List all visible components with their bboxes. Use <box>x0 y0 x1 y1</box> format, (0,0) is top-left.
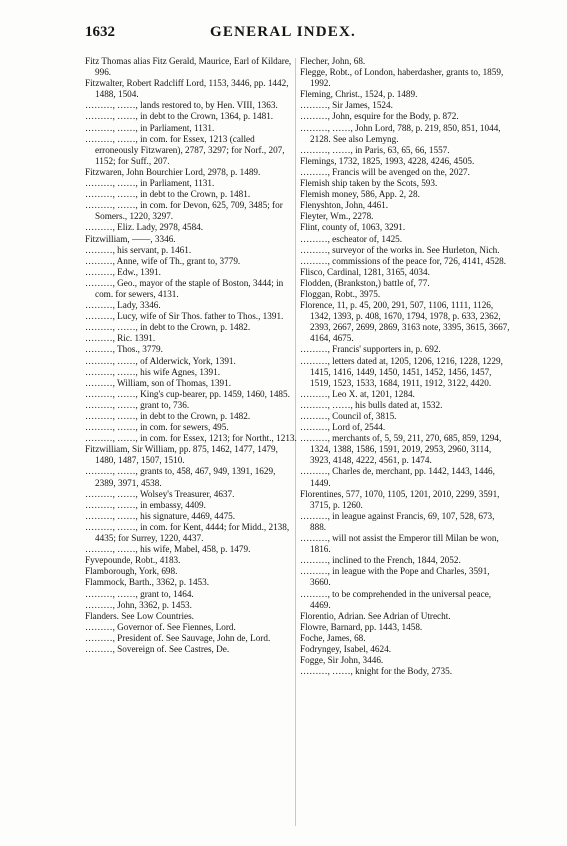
index-entry: ………, Council of, 3815. <box>300 411 397 421</box>
index-entry: ………, ……, lands restored to, by Hen. VIII, 1363. <box>85 100 278 111</box>
index-entry: ………, in league with the Pope and Charles, 3591, 3660. <box>300 566 490 588</box>
index-entry: Floggan, Robt., 3975. <box>300 288 381 299</box>
index-entry: ………, Francis will be avenged on the, 2027. <box>300 166 470 177</box>
index-entry: Florence, 11, p. 45, 200, 291, 507, 1106, 1111, 1126, 1342, 1393, p. 408, 1670, 1794, 1978, p. 633, 2362, 2393, 2667, 2699, 2869, 3163 note, 3395, 3615, 3667, 4164, 4675. <box>300 300 510 344</box>
index-entry: Fyvepounde, Robt., 4183. <box>85 555 181 566</box>
index-entry: ………, ……, his bulls dated at, 1532. <box>300 399 443 410</box>
index-entry: ………, Lucy, wife of Sir Thos. father to Thos., 1391. <box>85 311 284 322</box>
index-entry: ………, letters dated at, 1205, 1206, 1216, 1228, 1229, 1415, 1416, 1449, 1450, 1451, 1452, 1456, 1457, 1519, 1523, 1533, 1684, 1911, 1912, 3122, 4420. <box>300 355 503 388</box>
index-entry: ………, ……, his signature, 4469, 4475. <box>85 510 236 521</box>
index-entry: ………, ……, in Parliament, 1131. <box>85 122 215 133</box>
index-entry: Fitzwaren, John Bourchier Lord, 2978, p. 1489. <box>85 166 261 177</box>
index-entry: Flanders. See Low Countries. <box>85 610 194 621</box>
index-entry: Flint, county of, 1063, 3291. <box>300 222 406 233</box>
index-entry: ………, William, son of Thomas, 1391. <box>85 377 232 388</box>
index-entry: Flowre, Barnard, pp. 1443, 1458. <box>300 621 423 632</box>
index-entry: ………, ……, his wife, Mabel, 458, p. 1479. <box>85 544 251 555</box>
index-entry: ………, ……, in embassy, 4409. <box>85 499 206 510</box>
index-entry: ………, Ric. 1391. <box>85 333 156 344</box>
index-entry: Fleyter, Wm., 2278. <box>300 211 374 222</box>
index-entry: Flamborough, York, 698. <box>85 566 178 577</box>
index-entry: ………, merchants of, 5, 59, 211, 270, 685, 859, 1294, 1324, 1388, 1586, 1591, 2019, 2953, 2960, 3114, 3923, 4148, 4222, 4561, p. 1474. <box>300 433 502 466</box>
index-entry: ………, Charles de, merchant, pp. 1442, 1443, 1446, 1449. <box>300 466 495 488</box>
index-entry: ………, ……, in debt to the Crown, p. 1481. <box>85 189 251 200</box>
index-entry: Flisco, Cardinal, 1281, 3165, 4034. <box>300 266 430 277</box>
index-entry: Flemings, 1732, 1825, 1993, 4228, 4246, 4505. <box>300 155 475 166</box>
index-entry: ………, ……, in debt to the Crown, p. 1482. <box>85 411 251 421</box>
index-entry: ………, ……, knight for the Body, 2735. <box>300 666 453 677</box>
index-entry: ………, ……, King's cup-bearer, pp. 1459, 1460, 1485. <box>85 388 290 399</box>
index-entry: ………, inclined to the French, 1844, 2052. <box>300 555 461 566</box>
index-entry: ………, President of. See Sauvage, John de, Lord. <box>85 632 271 643</box>
index-entry: Flemish money, 586, App. 2, 28. <box>300 189 420 200</box>
index-entry: ………, in league against Francis, 69, 107, 528, 673, 888. <box>300 510 495 532</box>
index-entry: ………, ……, in com. for Essex, 1213; for Northt., 1213. <box>85 433 297 444</box>
right-index-column <box>300 56 512 677</box>
index-entry: Flemish ship taken by the Scots, 593. <box>300 178 438 189</box>
index-entry: ………, Anne, wife of Th., grant to, 3779. <box>85 255 241 266</box>
index-entry: Flammock, Barth., 3362, p. 1453. <box>85 577 210 588</box>
index-entry: Flecher, John, 68. <box>300 56 366 66</box>
index-entry: ………, Leo X. at, 1201, 1284. <box>300 388 415 399</box>
index-entry: Flenyshton, John, 4461. <box>300 200 389 211</box>
left-index-column <box>85 56 297 655</box>
index-entry: ………, Lady, 3346. <box>85 300 161 311</box>
index-entry: ………, ……, in com. for Essex, 1213 (called erroneously Fitzwaren), 2787, 3297; for Norf., 207, 1152; for Suff., 207. <box>85 133 285 166</box>
index-entry: Fodryngey, Isabel, 4624. <box>300 643 392 654</box>
index-entry: ………, surveyor of the works in. See Hurleton, Nich. <box>300 244 500 255</box>
index-entry: ………, ……, in com. for Kent, 4444; for Midd., 2138, 4435; for Surrey, 1220, 4437. <box>85 521 290 544</box>
index-entry: Fitzwalter, Robert Radcliff Lord, 1153, 3446, pp. 1442, 1488, 1504. <box>85 78 289 100</box>
index-entry: Flodden, (Brankston,) battle of, 77. <box>300 277 430 288</box>
page-number: 1632 <box>85 24 115 40</box>
index-entry: ………, John, 3362, p. 1453. <box>85 599 192 610</box>
index-entry: ………, Lord of, 2544. <box>300 422 386 433</box>
index-entry: ………, ……, in Parliament, 1131. <box>85 178 215 189</box>
index-entry: Fleming, Christ., 1524, p. 1489. <box>300 89 418 100</box>
index-entry: ………, Sir James, 1524. <box>300 100 393 111</box>
index-entry: ………, ……, in debt to the Crown, p. 1482. <box>85 322 251 333</box>
index-entry: Fogge, Sir John, 3446. <box>300 655 384 666</box>
page-header <box>85 24 505 46</box>
index-entry: ………, ……, grant to, 736. <box>85 399 190 410</box>
index-entry: ………, ……, in com. for sewers, 495. <box>85 422 229 433</box>
index-entry: Fitz Thomas alias Fitz Gerald, Maurice, Earl of Kildare, 996. <box>85 56 292 78</box>
index-entry: ………, ……, in Paris, 63, 65, 66, 1557. <box>300 144 450 155</box>
index-entry: Flegge, Robt., of London, haberdasher, grants to, 1859, 1992. <box>300 67 504 89</box>
index-entry: ………, Eliz. Lady, 2978, 4584. <box>85 222 204 233</box>
index-entry: ………, his servant, p. 1461. <box>85 244 192 255</box>
index-entry: ………, will not assist the Emperor till Milan be won, 1816. <box>300 533 499 555</box>
index-entry: ………, Governor of. See Fiennes, Lord. <box>85 621 236 632</box>
index-entry: ………, ……, in debt to the Crown, 1364, p. 1481. <box>85 111 274 122</box>
index-entry: Fitzwilliam, Sir William, pp. 875, 1462, 1477, 1479, 1480, 1487, 1507, 1510. <box>85 444 278 466</box>
index-entry: ………, ……, of Alderwick, York, 1391. <box>85 355 236 366</box>
index-entry: Florentines, 577, 1070, 1105, 1201, 2010, 2299, 3591, 3715, p. 1260. <box>300 488 500 510</box>
index-entry: ………, Thos., 3779. <box>85 344 163 355</box>
index-entry: Foche, James, 68. <box>300 632 366 643</box>
index-entry: ………, ……, his wife Agnes, 1391. <box>85 366 220 377</box>
index-entry: ………, Geo., mayor of the staple of Boston, 3444; in com. for sewers, 4131. <box>85 277 284 299</box>
index-entry: ………, commissions of the peace for, 726, 4141, 4528. <box>300 255 507 266</box>
index-entry: ………, ……, in com. for Devon, 625, 709, 3485; for Somers., 1220, 3297. <box>85 200 283 222</box>
index-entry: ………, to be comprehended in the universal peace, 4469. <box>300 588 492 610</box>
index-entry: ………, ……, grant to, 1464. <box>85 588 194 599</box>
index-entry: ………, Francis' supporters in, p. 692. <box>300 344 441 355</box>
index-entry: ………, escheator of, 1425. <box>300 233 403 244</box>
index-entry: ………, Edw., 1391. <box>85 266 161 277</box>
page-title: GENERAL INDEX. <box>210 24 356 40</box>
index-entry: ………, John, esquire for the Body, p. 872. <box>300 111 459 122</box>
index-entry: ………, ……, Wolsey's Treasurer, 4637. <box>85 488 235 499</box>
index-entry: Florentio, Adrian. See Adrian of Utrecht. <box>300 610 451 621</box>
index-entry: ………, ……, John Lord, 788, p. 219, 850, 851, 1044, 2128. See also Lemyng. <box>300 122 501 144</box>
index-entry: Fitzwilliam, ——, 3346. <box>85 233 176 244</box>
index-entry: ………, ……, grants to, 458, 467, 949, 1391, 1629, 2389, 3971, 4538. <box>85 466 276 488</box>
index-entry: ………, Sovereign of. See Castres, De. <box>85 643 230 654</box>
